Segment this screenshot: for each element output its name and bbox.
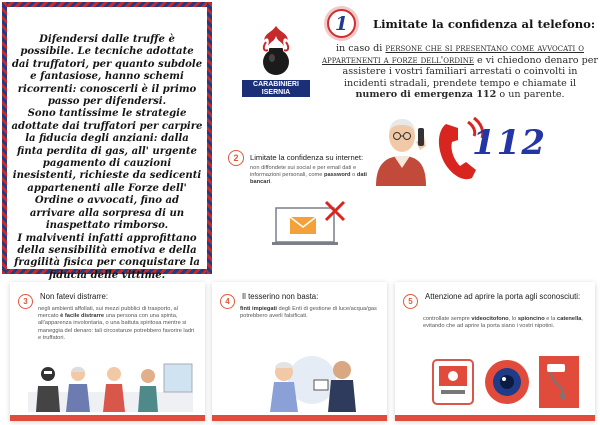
- section-4-body: [240, 306, 379, 320]
- intro-paragraph-3: I malviventi infatti approfittano della sensibilità emotiva e della fragilità fisica per conquistare la fiducia delle vittime.: [14, 232, 200, 281]
- section-1-body: [322, 43, 598, 101]
- crowded-transport-illustration: [28, 362, 193, 412]
- rope-border-right: [207, 2, 212, 274]
- section-2-body-text-2: o: [350, 172, 357, 178]
- intro-paragraph-1: Difendersi dalle truffe è possibile. Le tecniche adottate dai truffatori, per quanto subdole e fantasiose, hanno schemi ricorrenti: conoscerli è il primo passo per difendersi.: [11, 34, 203, 108]
- peephole-icon: [485, 360, 529, 404]
- section-2-body: [250, 165, 378, 186]
- section-2-body-text-3: .: [270, 179, 272, 185]
- section-4-body-text: degli Enti di gestione di luce/acqua/gas potrebbero averli falsificati.: [240, 306, 377, 320]
- section-5-body-text: controllate sempre: [423, 316, 472, 322]
- section-5-accent-bar: [395, 415, 595, 421]
- section-1-body-text: in caso di: [335, 43, 386, 54]
- section-3-bold: è facile distrarre: [60, 313, 105, 320]
- section-3-body-text-2: una persona con una spinta, all'apparenza involontaria, o una battuta spiritosa mentre si maneggia del denaro: tali circostanze potrebbero favorire ladri e truffatori.: [38, 313, 195, 341]
- section-5-body-text-3: e la: [544, 316, 558, 322]
- passenger-icon: [103, 367, 125, 412]
- section-5-title: Attenzione ad aprire la porta agli sconosciuti:: [425, 292, 581, 301]
- section-3-body: [38, 306, 197, 342]
- bus-window-icon: [164, 364, 192, 392]
- section-1-number: 1: [327, 9, 356, 38]
- elderly-woman-icon: [66, 367, 90, 412]
- section-2-body-text: non diffondete sui social e per email dati e informazioni personali, come: [250, 165, 357, 178]
- section-2-title: Limitate la confidenza su internet:: [250, 153, 364, 162]
- section-5-body-text-4: , evitando che ad aprire la porta siano i vostri nipotini.: [423, 316, 583, 330]
- intro-text: [11, 34, 203, 282]
- passenger-icon-2: [138, 369, 158, 412]
- section-4-number: 4: [220, 294, 235, 309]
- section-1-title: Limitate la confidenza al telefono:: [373, 17, 596, 31]
- section-3-card: [10, 282, 205, 421]
- section-1-body-text-3: o un parente.: [496, 89, 565, 101]
- id-badge-icon: [314, 380, 328, 390]
- section-1-highlight: persone che si presentano come avvocati o appartenenti a forze dell'ordine: [322, 43, 585, 66]
- rope-border-left: [2, 2, 7, 274]
- email-crossed-illustration: [272, 200, 348, 246]
- carabinieri-logo: [242, 24, 310, 94]
- section-5-body-text-2: , lo: [508, 316, 518, 322]
- section-5-body: [423, 316, 587, 330]
- section-3-title: Non fatevi distrarre:: [40, 292, 109, 301]
- intro-paragraph-2: Sono tantissime le strategie adottate dai truffatori per carpire la fiducia degli anziani: dalla finta perdita di gas, all' urgente pagamento di cauzioni inesistenti, richieste da sedicenti appartenenti alle Forze dell' Ordine o avvocati, fino ad arrivare alla sorpresa di un inaspettato rimborso.: [11, 108, 203, 232]
- section-1-bold: numero di emergenza 112: [355, 89, 497, 101]
- section-5-bold-videocitofono: videocitofono: [471, 316, 509, 322]
- intro-panel: [2, 2, 212, 281]
- section-3-number: 3: [18, 294, 33, 309]
- door-chain-icon: [539, 356, 579, 408]
- section-5-bold-catenella: catenella: [557, 316, 582, 322]
- section-4-card: [212, 282, 387, 421]
- section-2-bold-bank: dati bancari: [250, 172, 367, 185]
- fake-badge-illustration: [256, 350, 376, 412]
- section-5-number: 5: [403, 294, 418, 309]
- section-3-body-text: negli ambienti affollati, sui mezzi pubblici di trasporto, al mercato: [38, 306, 178, 320]
- logo-label: [242, 80, 310, 97]
- door-security-illustration: [431, 354, 581, 410]
- section-4-title: Il tesserino non basta:: [242, 292, 319, 301]
- section-2-bold-password: password: [323, 172, 351, 178]
- logo-line-1: CARABINIERI: [253, 81, 299, 88]
- section-5-bold-spioncino: spioncino: [517, 316, 545, 322]
- videophone-icon: [433, 360, 473, 404]
- emergency-number-112: 112: [472, 123, 546, 163]
- section-5-card: [395, 282, 595, 421]
- grenade-flame-icon: [254, 24, 298, 80]
- rope-border-top: [2, 2, 212, 7]
- section-1-body-text-2: e vi chiedono denaro per assistere i vostri familiari arrestati o coinvolti in incidenti stradali, prendete tempo e chiamate il: [342, 54, 599, 89]
- section-4-bold: finti impiegati: [240, 306, 277, 312]
- thief-icon: [36, 367, 60, 412]
- section-3-accent-bar: [10, 415, 205, 421]
- logo-line-2: ISERNIA: [261, 88, 291, 96]
- section-4-accent-bar: [212, 415, 387, 421]
- section-2-number: 2: [228, 150, 244, 166]
